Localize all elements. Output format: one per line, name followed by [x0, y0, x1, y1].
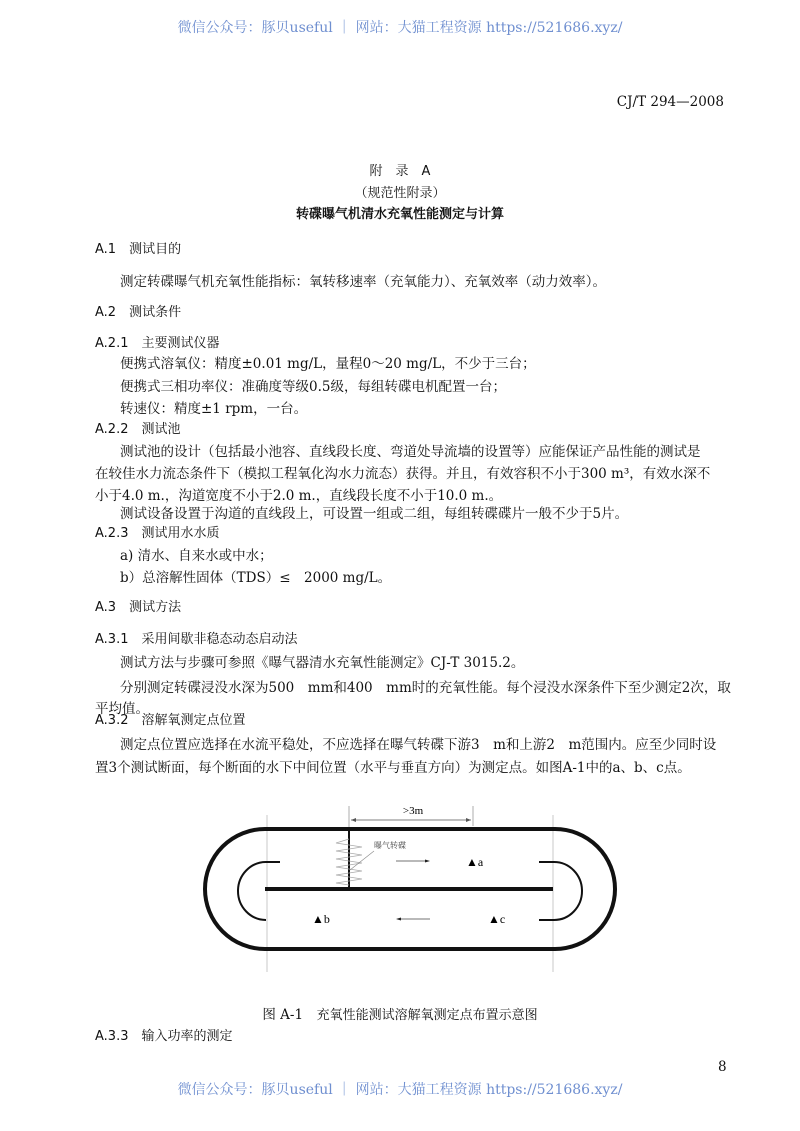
paragraph: 测定点位置应选择在水流平稳处，不应选择在曝气转碟下游3 m和上游2 m范围内。应至少同时设: [120, 737, 717, 753]
paragraph: 测定转碟曝气机充氧性能指标：氧转移速率（充氧能力）、充氧效率（动力效率）。: [120, 274, 606, 290]
paragraph: 分别测定转碟浸没水深为500 mm和400 mm时的充氧性能。每个浸没水深条件下至少测定2次，取: [120, 680, 731, 696]
heading-a21: A.2.1 主要测试仪器: [95, 336, 220, 351]
heading-a23: A.2.3 测试用水水质: [95, 526, 220, 541]
appendix-type: （规范性附录）: [354, 186, 446, 201]
paragraph: 置3个测试断面，每个断面的水下中间位置（水平与垂直方向）为测定点。如图A-1中的a、b、c点。: [95, 760, 691, 776]
rotor-label: 曝气转碟: [374, 841, 406, 850]
paragraph: 便携式溶氧仪：精度±0.01 mg/L，量程0～20 mg/L，不少于三台；: [120, 356, 536, 372]
dimension-label: >3m: [402, 805, 424, 817]
page-number: 8: [718, 1059, 727, 1075]
paragraph: 测试方法与步骤可参照《曝气器清水充氧性能测定》CJ-T 3015.2。: [120, 655, 525, 671]
heading-a31: A.3.1 采用间歇非稳态动态启动法: [95, 632, 298, 647]
heading-a1: A.1 测试目的: [95, 242, 182, 257]
paragraph: 转速仪：精度±1 rpm，一台。: [120, 401, 308, 417]
paragraph: 便携式三相功率仪：准确度等级0.5级，每组转碟电机配置一台；: [120, 379, 506, 395]
paragraph: 测试设备设置于沟道的直线段上，可设置一组或二组，每组转碟碟片一般不少于5片。: [120, 506, 629, 522]
caption-number: 图 A-1: [262, 1007, 304, 1023]
list-item: a) 清水、自来水或中水；: [120, 548, 273, 564]
caption-text: 充氧性能测试溶解氧测定点布置示意图: [316, 1008, 538, 1023]
paragraph: 平均值。: [95, 701, 149, 717]
paragraph: 小于4.0 m.，沟道宽度不小于2.0 m.，直线段长度不小于10.0 m.。: [95, 488, 503, 504]
list-item: b）总溶解性固体（TDS）≤ 2000 mg/L。: [120, 570, 392, 586]
heading-a33: A.3.3 输入功率的测定: [95, 1029, 233, 1044]
doc-code: CJ/T 294—2008: [616, 94, 724, 110]
watermark-bottom: 微信公众号：豚贝useful ｜ 网站：大猫工程资源 https://521686.xyz/: [177, 1082, 623, 1098]
heading-a32: A.3.2 溶解氧测定点位置: [95, 713, 246, 728]
heading-a2: A.2 测试条件: [95, 305, 182, 320]
appendix-label: 附 录 A: [369, 164, 431, 179]
watermark-top: 微信公众号：豚贝useful ｜ 网站：大猫工程资源 https://521686.xyz/: [177, 20, 623, 36]
heading-a22: A.2.2 测试池: [95, 422, 181, 437]
appendix-title: 转碟曝气机清水充氧性能测定与计算: [295, 207, 504, 222]
heading-a3: A.3 测试方法: [95, 600, 182, 615]
point-b: ▲b: [312, 912, 330, 926]
point-a: ▲a: [466, 855, 484, 869]
paragraph: 测试池的设计（包括最小池容、直线段长度、弯道处导流墙的设置等）应能保证产品性能的测试是: [120, 444, 701, 460]
paragraph: 在较佳水力流态条件下（模拟工程氧化沟水力流态）获得。并且，有效容积不小于300 m³，有效水深不: [95, 466, 711, 482]
point-c: ▲c: [488, 912, 506, 926]
figure-caption: [0, 1006, 800, 1025]
